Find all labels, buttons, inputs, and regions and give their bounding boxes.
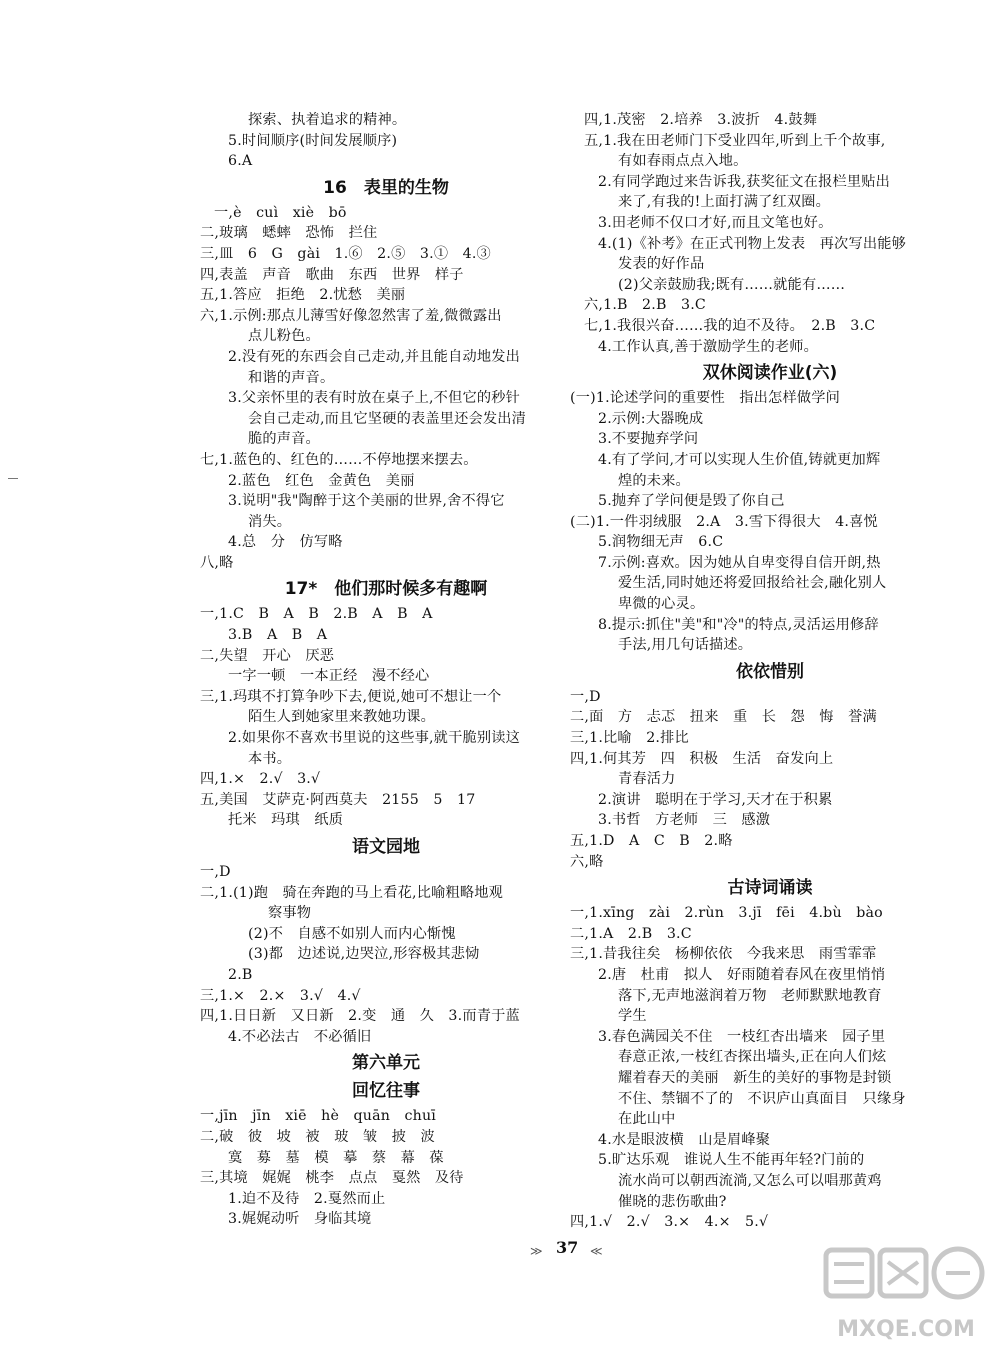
- right-column: [570, 110, 970, 1233]
- answer-line: 一,è cuì xiè bō: [214, 204, 347, 221]
- answer-line: 三,1.昔我往矣 杨柳依依 今我来思 雨雪霏霏: [570, 946, 877, 963]
- answer-line: 脆的声音。: [248, 431, 320, 448]
- section-heading: 古诗词诵读: [727, 878, 813, 899]
- answer-line: 五,美国 艾萨克·阿西莫夫 2155 5 17: [200, 791, 476, 808]
- answer-line: 发表的好作品: [618, 256, 705, 273]
- page-number-ornament-left: ≫: [530, 1244, 543, 1258]
- answer-line: 二,1.(1)跑 骑在奔跑的马上看花,比喻粗略地观: [200, 884, 504, 901]
- answer-line: 一,jīn jīn xiē hè quān chuī: [200, 1108, 437, 1125]
- answer-line: 七,1.我很兴奋……我的迫不及待。 2.B 3.C: [584, 317, 876, 334]
- answer-line: 4.有了学问,才可以实现人生价值,铸就更加辉: [598, 451, 881, 468]
- answer-line: 5.润物细无声 6.C: [598, 534, 724, 551]
- left-column: [200, 110, 572, 1230]
- answer-line: 不住、禁锢不了的 不识庐山真面目 只缘身: [618, 1090, 906, 1107]
- answer-line: 托米 玛琪 纸质: [228, 812, 344, 829]
- answer-line: 在此山中: [618, 1111, 676, 1128]
- answer-line: 3.说明"我"陶醉于这个美丽的世界,舍不得它: [228, 493, 505, 510]
- answer-line: 3.不要抛弃学问: [598, 431, 699, 448]
- answer-line: 2.没有死的东西会自己走动,并且能自动地发出: [228, 348, 521, 365]
- answer-line: 手法,用几句话描述。: [618, 637, 753, 654]
- answer-line: 一,1.xīng zài 2.rùn 3.jī fēi 4.bù bào: [570, 905, 883, 922]
- answer-line: 春意正浓,一枝红杏探出墙头,正在向人们炫: [618, 1049, 887, 1066]
- answer-line: 陌生人到她家里来教她功课。: [248, 709, 436, 726]
- answer-line: 二,面 方 忐忑 扭来 重 长 怨 悔 誉满: [570, 709, 877, 726]
- answer-line: 二,1.A 2.B 3.C: [570, 925, 692, 942]
- answer-line: 有如春雨点点入地。: [618, 153, 748, 170]
- answer-line: 一,D: [570, 688, 601, 705]
- answer-line: 3.B A B A: [228, 627, 328, 644]
- answer-line: 耀着春天的美丽 新生的美好的事物是封锁: [618, 1069, 892, 1086]
- answer-line: 本书。: [248, 750, 292, 767]
- answer-line: 5.抛弃了学问便是毁了你自己: [598, 493, 785, 510]
- section-heading: 回忆往事: [352, 1081, 420, 1102]
- answer-line: 四,表盖 声音 歌曲 东西 世界 样子: [200, 266, 464, 283]
- section-heading: 17* 他们那时候多有趣啊: [284, 579, 488, 600]
- answer-line: 二,玻璃 蟋蟀 恐怖 拦住: [200, 225, 378, 242]
- answer-line: 2.唐 杜甫 拟人 好雨随着春风在夜里悄悄: [598, 966, 886, 983]
- answer-line: 6.A: [228, 153, 253, 170]
- answer-line: 六,略: [570, 853, 604, 870]
- answer-line: 消失。: [248, 513, 292, 530]
- answer-line: 六,1.示例:那点儿薄雪好像忽然害了羞,微微露出: [200, 307, 502, 324]
- answer-line: 2.B: [228, 966, 253, 983]
- answer-line: 二,失望 开心 厌恶: [200, 647, 335, 664]
- answer-line: 点儿粉色。: [248, 328, 320, 345]
- answer-line: 探索、执着追求的精神。: [248, 112, 407, 128]
- answer-line: 3.春色满园关不住 一枝红杏出墙来 园子里: [598, 1028, 886, 1045]
- section-heading: 依依惜别: [736, 661, 804, 682]
- answer-line: 流水尚可以朝西流淌,又怎么可以唱那黄鸡: [618, 1172, 882, 1189]
- answer-line: 4.(1)《补考》在正式刊物上发表 再次写出能够: [598, 235, 906, 252]
- watermark-glyph-1: [826, 1250, 872, 1296]
- answer-line: 一,D: [200, 864, 231, 880]
- answer-line: 五,1.我在田老师门下受业四年,听到上千个故事,: [584, 132, 886, 149]
- answer-line: 四,1.茂密 2.培养 3.波折 4.鼓舞: [584, 112, 818, 128]
- answer-line: 四,1.× 2.√ 3.√: [200, 771, 321, 788]
- answer-line: 三,1.玛琪不打算争吵下去,便说,她可不想让一个: [200, 688, 502, 705]
- answer-line: 一,1.C B A B 2.B A B A: [200, 606, 433, 623]
- answer-line: 寞 募 墓 模 摹 蔡 幕 葆: [228, 1149, 444, 1166]
- answer-line: 爱生活,同时她还将爱回报给社会,融化别人: [618, 575, 887, 592]
- answer-line: 四,1.√ 2.√ 3.× 4.× 5.√: [570, 1214, 769, 1231]
- answer-line: 青春活力: [618, 771, 676, 788]
- answer-line: (3)都 边述说,边哭泣,形容极其悲恸: [248, 946, 480, 963]
- answer-line: 7.示例:喜欢。因为她从自卑变得自信开朗,热: [598, 554, 881, 571]
- section-heading: 语文园地: [352, 837, 420, 857]
- answer-line: 3.娓娓动听 身临其境: [228, 1211, 372, 1228]
- answer-line: 2.演讲 聪明在于学习,天才在于积累: [598, 791, 833, 808]
- section-heading: 第六单元: [352, 1053, 420, 1074]
- answer-line: 3.田老师不仅口才好,而且文笔也好。: [598, 214, 833, 231]
- answer-line: 五,1.答应 拒绝 2.忧愁 美丽: [200, 287, 406, 304]
- answer-line: 会自己走动,而且它坚硬的表盖里还会发出清: [248, 410, 527, 427]
- answer-line: 七,1.蓝色的、红色的……不停地摆来摆去。: [200, 451, 478, 468]
- answer-line: 一字一顿 一本正经 漫不经心: [228, 668, 430, 685]
- section-heading: 双休阅读作业(六): [702, 363, 838, 384]
- answer-line: (一)1.论述学问的重要性 指出怎样做学问: [570, 390, 840, 407]
- answer-line: 2.示例:大器晚成: [598, 410, 704, 427]
- answer-line: 4.不必法古 不必循旧: [228, 1028, 372, 1045]
- answer-line: 2.蓝色 红色 金黄色 美丽: [228, 472, 415, 489]
- page-number-ornament-right: ≪: [590, 1244, 603, 1258]
- answer-line: 落下,无声地滋润着万物 老师默默地教育: [618, 987, 882, 1004]
- answer-line: 四,1.日日新 又日新 2.变 通 久 3.而青于蓝: [200, 1008, 520, 1025]
- answer-line: 2.有同学跑过来告诉我,获奖征文在报栏里贴出: [598, 173, 891, 190]
- answer-line: 学生: [618, 1008, 647, 1025]
- answer-line: 和谐的声音。: [248, 369, 335, 386]
- answer-line: 五,1.D A C B 2.略: [570, 833, 733, 849]
- answer-line: 3.书哲 方老师 三 感激: [598, 812, 771, 829]
- answer-line: 催晓的悲伤歌曲?: [618, 1193, 727, 1210]
- answer-line: 三,皿 6 G gài 1.⑥ 2.⑤ 3.① 4.③: [200, 245, 491, 262]
- answer-line: 三,1.× 2.× 3.√ 4.√: [200, 987, 361, 1004]
- answer-line: 5.旷达乐观 谁说人生不能再年轻?门前的: [598, 1152, 865, 1169]
- answer-line: 三,其境 娓娓 桃李 点点 戛然 及待: [200, 1170, 464, 1187]
- page-number: 37: [556, 1238, 579, 1257]
- answer-line: 4.水是眼波横 山是眉峰聚: [598, 1131, 771, 1148]
- answer-line: 8.提示:抓住"美"和"冷"的特点,灵活运用修辞: [598, 616, 879, 633]
- answer-line: 察事物: [268, 905, 312, 922]
- answer-line: 4.工作认真,善于激励学生的老师。: [598, 338, 819, 355]
- answer-line: 3.父亲怀里的表有时放在桌子上,不但它的秒针: [228, 390, 521, 407]
- answer-line: 煌的未来。: [618, 472, 690, 489]
- watermark-url: MXQE.COM: [837, 1317, 975, 1342]
- answer-line: (二)1.一件羽绒服 2.A 3.雪下得很大 4.喜悦: [570, 513, 878, 530]
- answer-line: 三,1.比喻 2.排比: [570, 730, 689, 747]
- answer-line: 六,1.B 2.B 3.C: [584, 297, 706, 314]
- answer-line: 1.迫不及待 2.戛然而止: [228, 1190, 386, 1207]
- answer-line: 八,略: [200, 554, 234, 571]
- margin-mark: [8, 478, 18, 479]
- answer-line: (2)父亲鼓励我;既有……就能有……: [618, 276, 846, 293]
- answer-line: 4.总 分 仿写略: [228, 534, 343, 551]
- answer-line: (2)不 自感不如别人而内心惭愧: [248, 925, 456, 942]
- answer-line: 5.时间顺序(时间发展顺序): [228, 132, 398, 149]
- section-heading: 16 表里的生物: [323, 177, 449, 198]
- answer-line: 四,1.何其芳 四 积极 生活 奋发向上: [570, 750, 834, 767]
- answer-line: 卑微的心灵。: [618, 596, 705, 613]
- watermark-logo: [818, 1244, 994, 1348]
- answer-line: 2.如果你不喜欢书里说的这些事,就干脆别读这: [228, 730, 521, 747]
- answer-line: 二,破 彼 坡 被 玻 皱 披 波: [200, 1128, 435, 1145]
- answer-line: 来了,有我的!上面打满了红双圈。: [618, 194, 831, 211]
